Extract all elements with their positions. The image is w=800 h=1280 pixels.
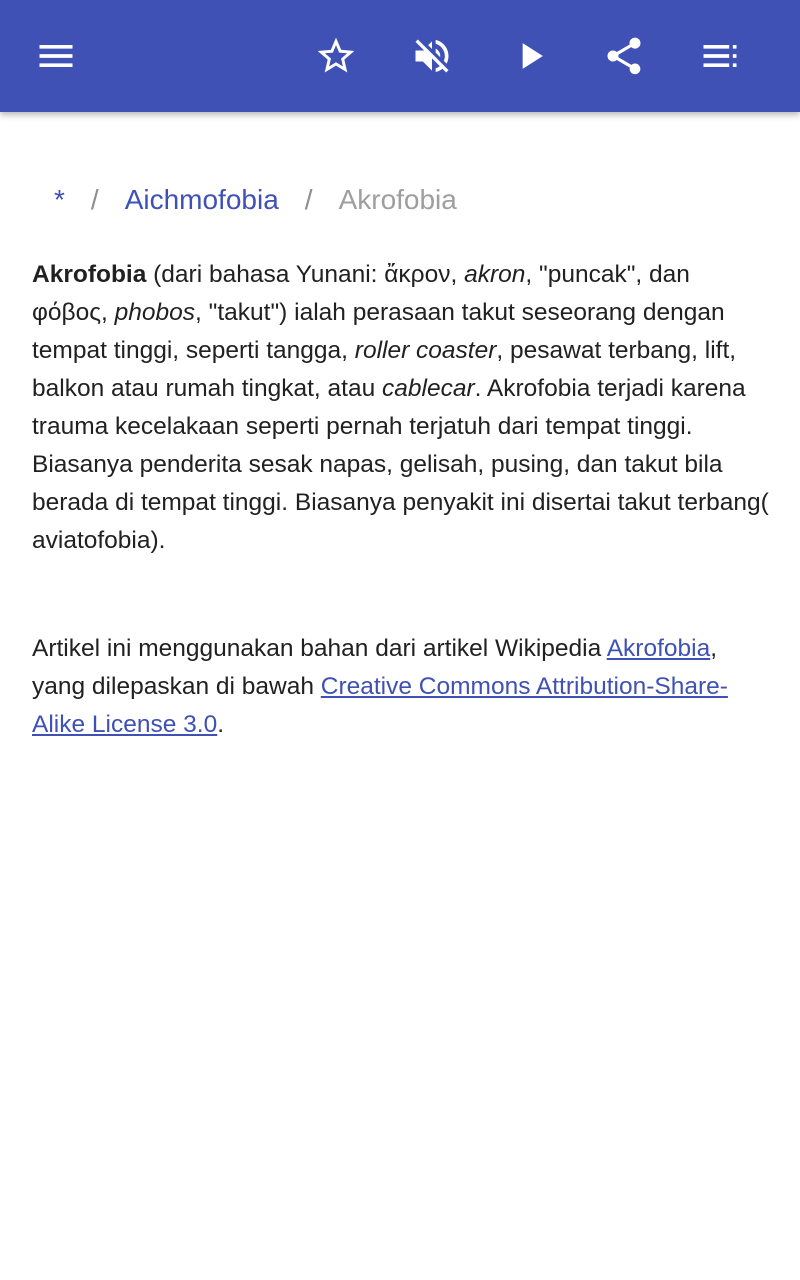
play-icon [508, 34, 552, 78]
article-content [32, 256, 772, 744]
breadcrumb-home-link[interactable]: * [54, 184, 65, 215]
play-button[interactable] [498, 24, 562, 88]
wikipedia-article-link[interactable]: Akrofobia [606, 635, 711, 662]
article-italic-text: akron [464, 261, 526, 288]
menu-button[interactable] [24, 24, 88, 88]
article-italic-text: cablecar [382, 375, 475, 402]
bookmark-button[interactable] [304, 24, 368, 88]
article-text: , pesawat terbang, lift, balkon atau rumah tingkat, atau [32, 337, 737, 402]
share-button[interactable] [592, 24, 656, 88]
breadcrumb [32, 178, 457, 222]
breadcrumb-current: Akrofobia [338, 184, 457, 215]
volume-off-icon [410, 34, 454, 78]
article-text: . Akrofobia terjadi karena trauma kecelakaan seperti pernah terjatuh dari tempat tinggi. Biasanya penderita sesak napas, gelisah, pusing, dan takut bila berada di tempat tinggi. Biasanya penyakit ini disertai takut terbang( aviatofobia). [32, 375, 769, 554]
attribution-text: Artikel ini menggunakan bahan dari artikel Wikipedia [32, 635, 607, 662]
mute-button[interactable] [400, 24, 464, 88]
article-italic-text: phobos [114, 299, 196, 326]
share-icon [602, 34, 646, 78]
license-link[interactable]: Creative Commons Attribution-Share-Alike License 3.0 [32, 673, 728, 738]
article-paragraph [32, 256, 772, 560]
breadcrumb-parent-link[interactable]: Aichmofobia [124, 184, 279, 215]
breadcrumb-separator: / [90, 184, 99, 215]
breadcrumb-separator: / [304, 184, 313, 215]
playlist-icon [698, 34, 742, 78]
app-bar [0, 0, 800, 112]
contents-button[interactable] [688, 24, 752, 88]
article-italic-text: roller coaster [354, 337, 497, 364]
attribution-text: , yang dilepaskan di bawah [32, 635, 718, 700]
article-text: (dari bahasa Yunani: ἄκρον, [146, 261, 465, 288]
menu-icon [34, 34, 78, 78]
attribution-text: . [217, 711, 225, 738]
article-term: Akrofobia [32, 261, 147, 288]
star-icon [314, 34, 358, 78]
article-text: , "takut") ialah perasaan takut seseorang dengan tempat tinggi, seperti tangga, [32, 299, 725, 364]
attribution-paragraph [32, 630, 772, 744]
article-text: , "puncak", dan φόβος, [32, 261, 690, 326]
